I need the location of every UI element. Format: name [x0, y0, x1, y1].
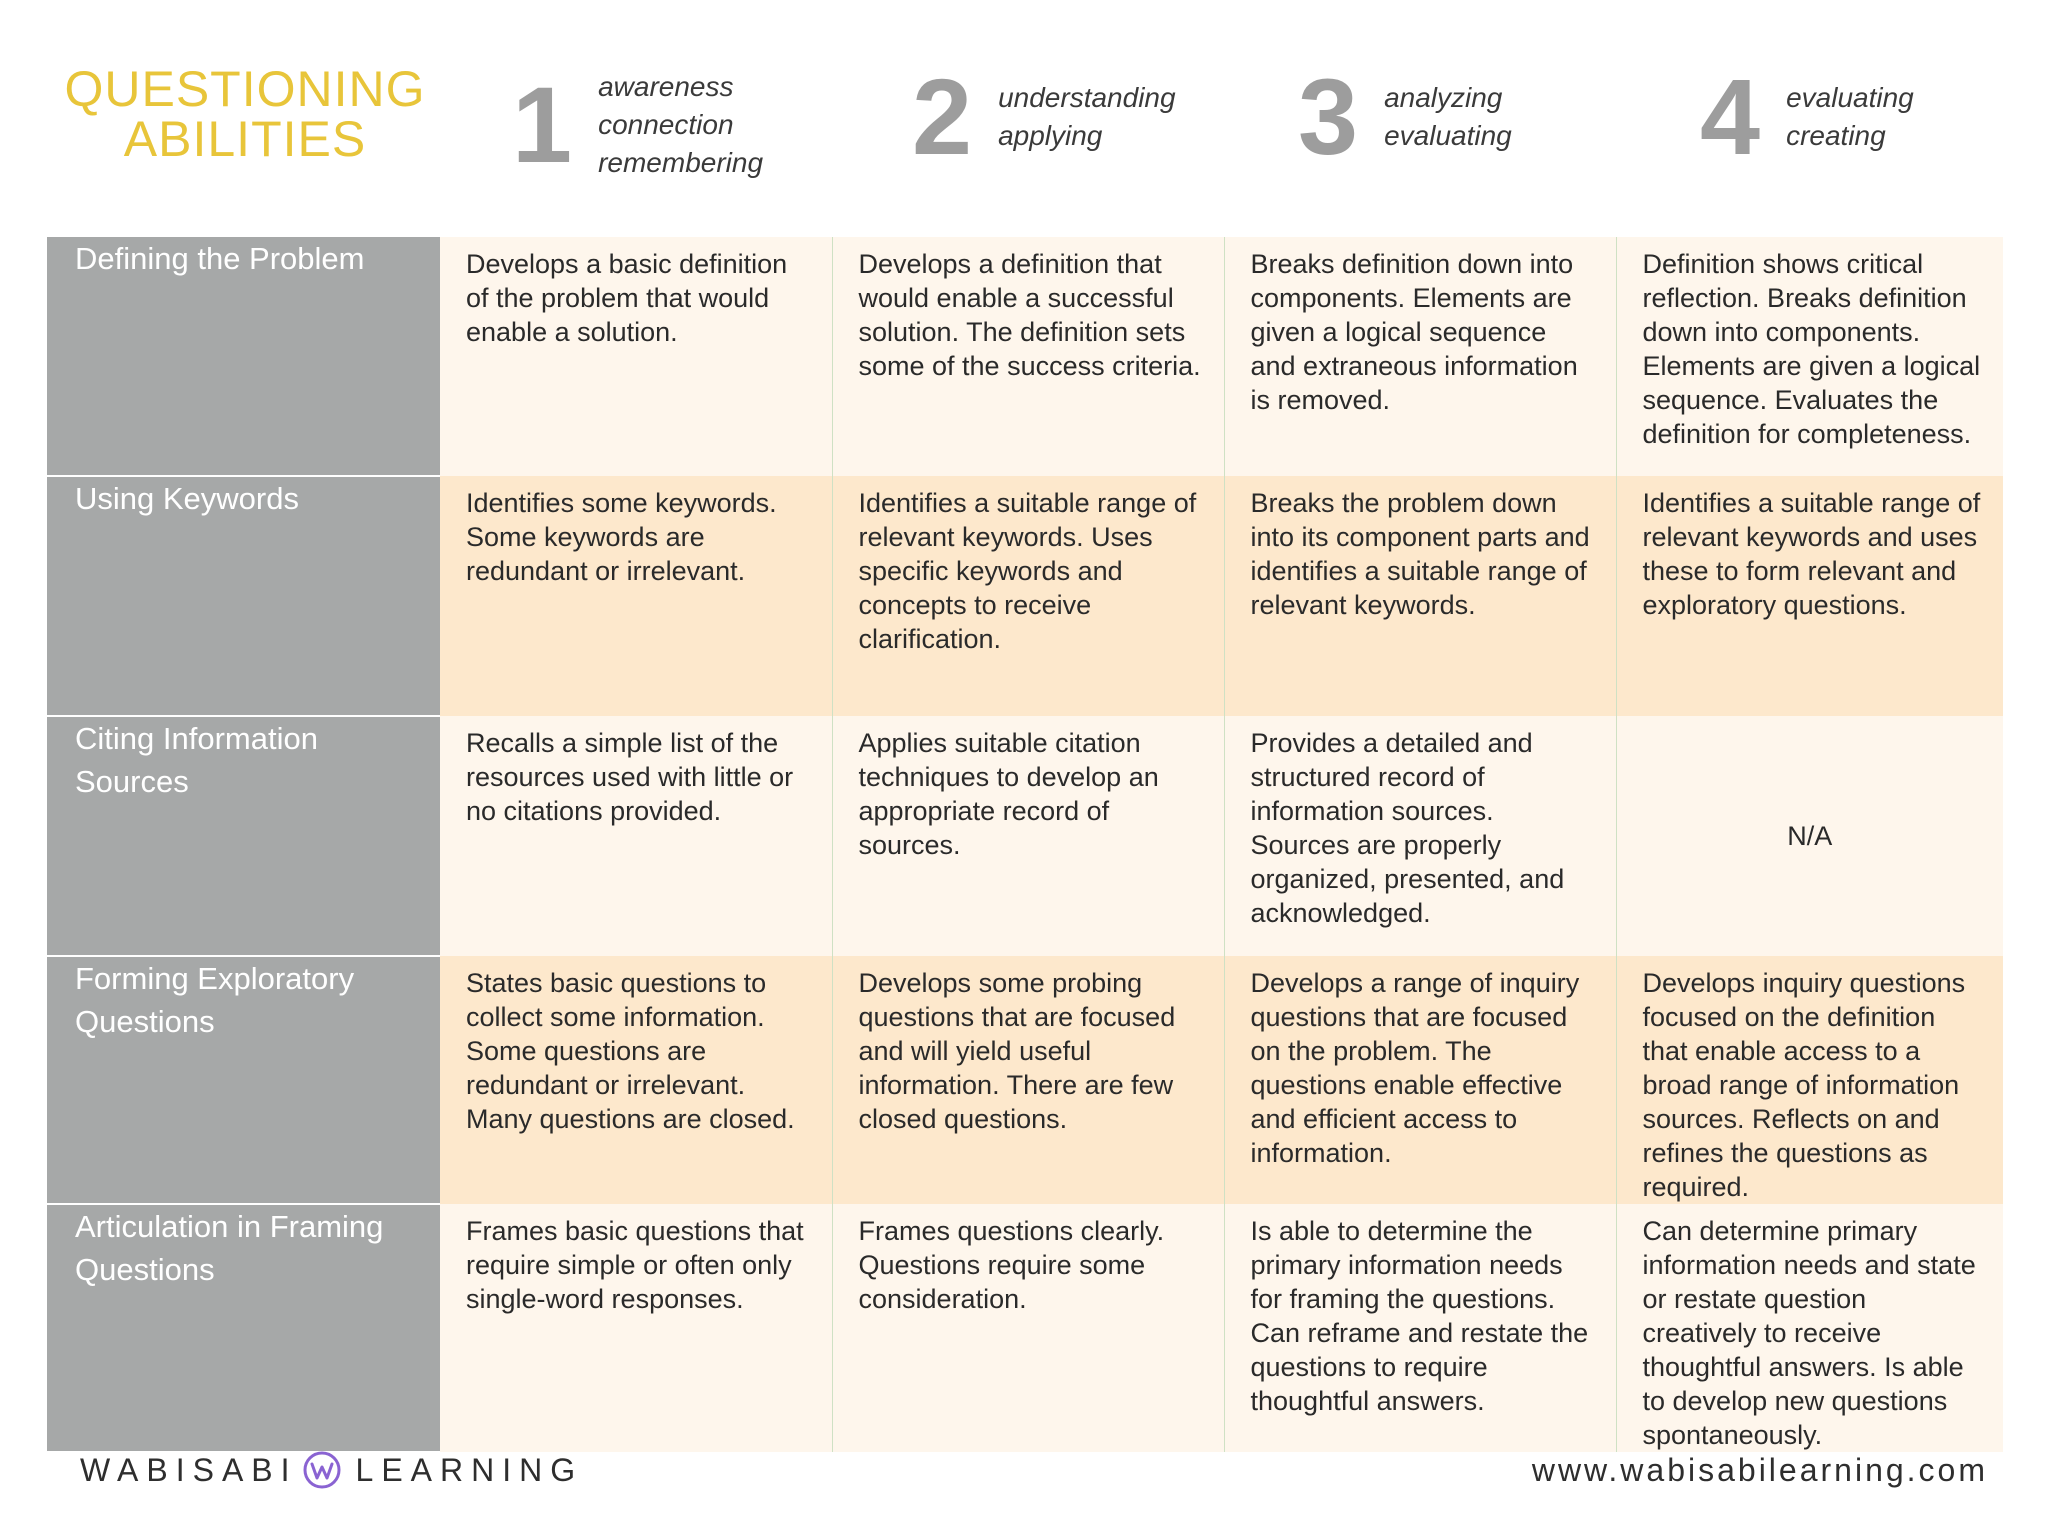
title-line-2: ABILITIES — [123, 111, 367, 167]
row-header: Citing Information Sources — [47, 716, 440, 956]
row-header: Forming Exploratory Questions — [47, 956, 440, 1204]
rubric-cell: Develops some probing questions that are focused and will yield useful information. There are few closed questions. — [832, 956, 1224, 1204]
rubric-cell: Develops a basic definition of the problem that would enable a solution. — [440, 237, 832, 476]
rubric-cell: Frames questions clearly. Questions require some consideration. — [832, 1204, 1224, 1452]
website-link[interactable]: www.wabisabilearning.com — [1531, 1451, 1988, 1488]
rubric-cell: Breaks definition down into components. Elements are given a logical sequence and extraneous information is removed. — [1224, 237, 1616, 476]
rubric-cell: Provides a detailed and structured record of information sources. Sources are properly organized, presented, and acknowledged. — [1224, 716, 1616, 956]
level-descriptor: applying — [998, 120, 1103, 151]
level-3-header — [1298, 52, 1512, 182]
level-descriptor: evaluating — [1384, 120, 1512, 151]
brand-name-left: WABISABI — [80, 1451, 298, 1488]
level-descriptors — [1384, 79, 1512, 155]
rubric-table — [47, 237, 2003, 1453]
page-title — [40, 61, 450, 167]
rubric-cell: Identifies a suitable range of relevant keywords and uses these to form relevant and exploratory questions. — [1616, 476, 2003, 716]
brand-name-right: LEARNING — [355, 1451, 584, 1488]
wabisabi-w-circle-icon — [302, 1450, 342, 1490]
rubric-row-forming-exploratory-questions — [47, 956, 2003, 1204]
rubric-row-articulation-in-framing-questions — [47, 1204, 2003, 1452]
rubric-cell: Develops inquiry questions focused on the definition that enable access to a broad range of information sources. Reflects on and refines the questions as required. — [1616, 956, 2003, 1204]
rubric-cell: Applies suitable citation techniques to develop an appropriate record of sources. — [832, 716, 1224, 956]
level-descriptors — [598, 68, 763, 182]
rubric-row-using-keywords — [47, 476, 2003, 716]
row-header: Defining the Problem — [47, 237, 440, 476]
level-descriptor: evaluating — [1786, 82, 1914, 113]
rubric-cell: Definition shows critical reflection. Breaks definition down into components. Elements are given a logical sequence. Evaluates the definition for completeness. — [1616, 237, 2003, 476]
rubric-cell: Identifies a suitable range of relevant keywords. Uses specific keywords and concepts to receive clarification. — [832, 476, 1224, 716]
rubric-cell: Identifies some keywords. Some keywords are redundant or irrelevant. — [440, 476, 832, 716]
row-header: Using Keywords — [47, 476, 440, 716]
rubric-cell: Frames basic questions that require simple or often only single-word responses. — [440, 1204, 832, 1452]
level-number: 2 — [912, 56, 973, 177]
row-header: Articulation in Framing Questions — [47, 1204, 440, 1452]
level-descriptor: analyzing — [1384, 82, 1503, 113]
brand-logo[interactable] — [80, 1448, 583, 1492]
level-descriptor: remembering — [598, 147, 764, 178]
rubric-cell: Develops a definition that would enable a successful solution. The definition sets some of the success criteria. — [832, 237, 1224, 476]
level-number: 4 — [1700, 56, 1761, 177]
level-descriptors — [998, 79, 1175, 155]
level-descriptor: connection — [598, 109, 734, 140]
level-number: 3 — [1298, 56, 1359, 177]
rubric-cell: Can determine primary information needs and state or restate question creatively to receive thoughtful answers. Is able to develop new questions spontaneously. — [1616, 1204, 2003, 1452]
level-number: 1 — [512, 64, 573, 185]
rubric-cell: States basic questions to collect some information. Some questions are redundant or irrelevant. Many questions are closed. — [440, 956, 832, 1204]
level-4-header — [1700, 52, 1914, 182]
rubric-cell: Recalls a simple list of the resources used with little or no citations provided. — [440, 716, 832, 956]
rubric-cell: Develops a range of inquiry questions that are focused on the problem. The questions enable effective and efficient access to information. — [1224, 956, 1616, 1204]
level-2-header — [912, 52, 1176, 182]
rubric-cell-na: N/A — [1616, 716, 2003, 956]
level-1-header — [512, 60, 763, 190]
level-descriptors — [1786, 79, 1914, 155]
level-descriptor: understanding — [998, 82, 1176, 113]
level-descriptor: awareness — [598, 71, 734, 102]
level-descriptor: creating — [1786, 120, 1886, 151]
title-line-1: QUESTIONING — [64, 61, 426, 117]
rubric-cell: Breaks the problem down into its component parts and identifies a suitable range of relevant keywords. — [1224, 476, 1616, 716]
rubric-cell: Is able to determine the primary information needs for framing the questions. Can reframe and restate the questions to require thoughtful answers. — [1224, 1204, 1616, 1452]
rubric-row-citing-information-sources — [47, 716, 2003, 956]
rubric-row-defining-the-problem — [47, 237, 2003, 476]
